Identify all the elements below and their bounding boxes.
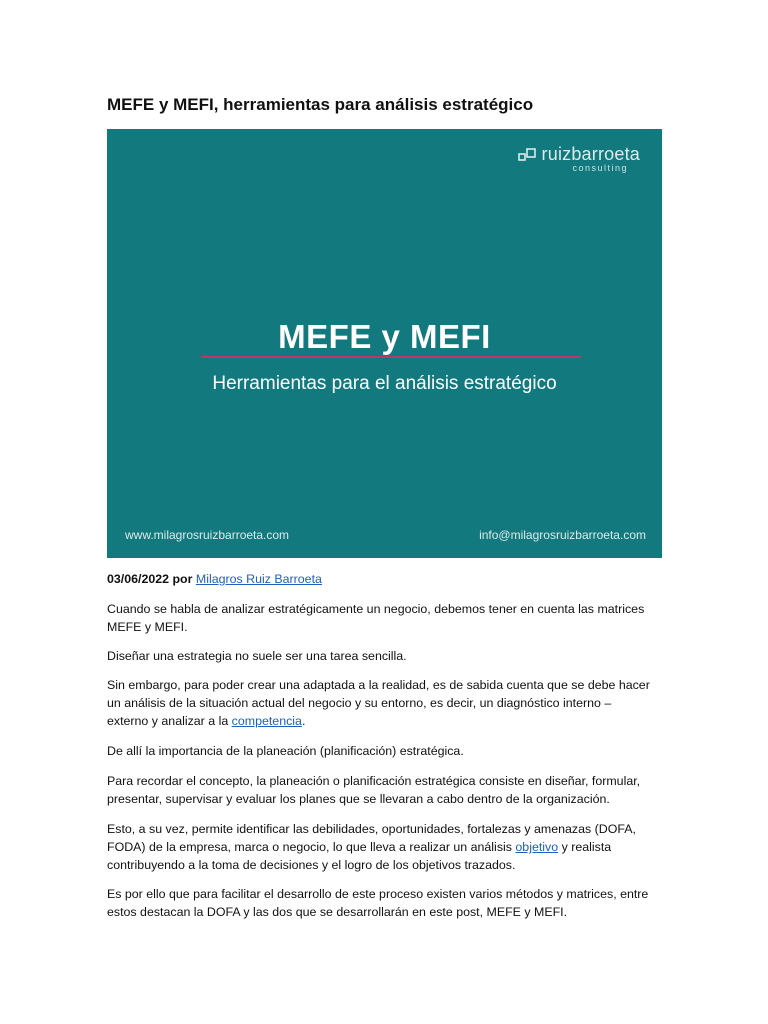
paragraph-line: y realista xyxy=(558,840,612,854)
paragraph-line: MEFE y MEFI. xyxy=(107,620,188,634)
paragraph-line: Esto, a su vez, permite identificar las debilidades, oportunidades, fortalezas y amenazas (DOFA, xyxy=(107,822,636,836)
banner-subtitle: Herramientas para el análisis estratégico xyxy=(212,373,557,394)
paragraph-line: estos destacan la DOFA y las dos que se desarrollarán en este post, MEFE y MEFI. xyxy=(107,905,568,919)
paragraph-5 xyxy=(107,772,667,808)
paragraph-6 xyxy=(107,820,667,874)
paragraph-4 xyxy=(107,742,667,760)
paragraph-7 xyxy=(107,885,667,921)
paragraph-line: Para recordar el concepto, la planeación o planificación estratégica consiste en diseñar, formular, xyxy=(107,774,641,788)
paragraph-line: . xyxy=(301,714,306,728)
paragraph-line: contribuyendo a la toma de decisiones y el logro de los objetivos trazados. xyxy=(107,858,516,872)
paragraph-1 xyxy=(107,600,667,636)
paragraph-line: presentar, supervisar y evaluar los planes que se llevaran a cabo dentro de la organización. xyxy=(107,792,610,806)
paragraph-line: De allí la importancia de la planeación (planificación) estratégica. xyxy=(107,744,464,758)
byline-by: por xyxy=(172,572,193,586)
paragraph-2 xyxy=(107,647,667,665)
paragraph-3 xyxy=(107,676,667,730)
article-title: MEFE y MEFI, herramientas para análisis estratégico xyxy=(107,95,534,114)
paragraph-line: Es por ello que para facilitar el desarrollo de este proceso existen varios métodos y matrices, entre xyxy=(107,887,649,901)
logo-subtitle: consulting xyxy=(572,163,628,173)
logo-squares-icon xyxy=(518,146,538,162)
brand-logo xyxy=(518,144,640,173)
banner-website: www.milagrosruizbarroeta.com xyxy=(125,528,290,542)
paragraph-line: externo y analizar a la xyxy=(107,714,232,728)
paragraph-line: Cuando se habla de analizar estratégicamente un negocio, debemos tener en cuenta las matrices xyxy=(107,602,645,616)
banner-heading: MEFE y MEFI xyxy=(278,318,491,355)
author-link[interactable]: Milagros Ruiz Barroeta xyxy=(195,572,322,586)
paragraph-line: FODA) de la empresa, marca o negocio, lo que lleva a realizar un análisis xyxy=(107,840,516,854)
publish-date: 03/06/2022 xyxy=(107,572,170,586)
paragraph-line: Diseñar una estrategia no suele ser una tarea sencilla. xyxy=(107,649,407,663)
paragraph-line: un análisis de la situación actual del negocio y su entorno, es decir, un diagnóstico interno – xyxy=(107,696,612,710)
competencia-link[interactable]: competencia xyxy=(231,714,302,728)
objetivo-link[interactable]: objetivo xyxy=(515,840,559,854)
paragraph-line: Sin embargo, para poder crear una adaptada a la realidad, es de sabida cuenta que se debe hacer xyxy=(107,678,650,692)
article-byline xyxy=(107,570,667,588)
hero-banner xyxy=(107,129,662,558)
banner-email: info@milagrosruizbarroeta.com xyxy=(479,528,646,542)
banner-divider xyxy=(201,356,581,358)
logo-name: ruizbarroeta xyxy=(541,144,640,164)
